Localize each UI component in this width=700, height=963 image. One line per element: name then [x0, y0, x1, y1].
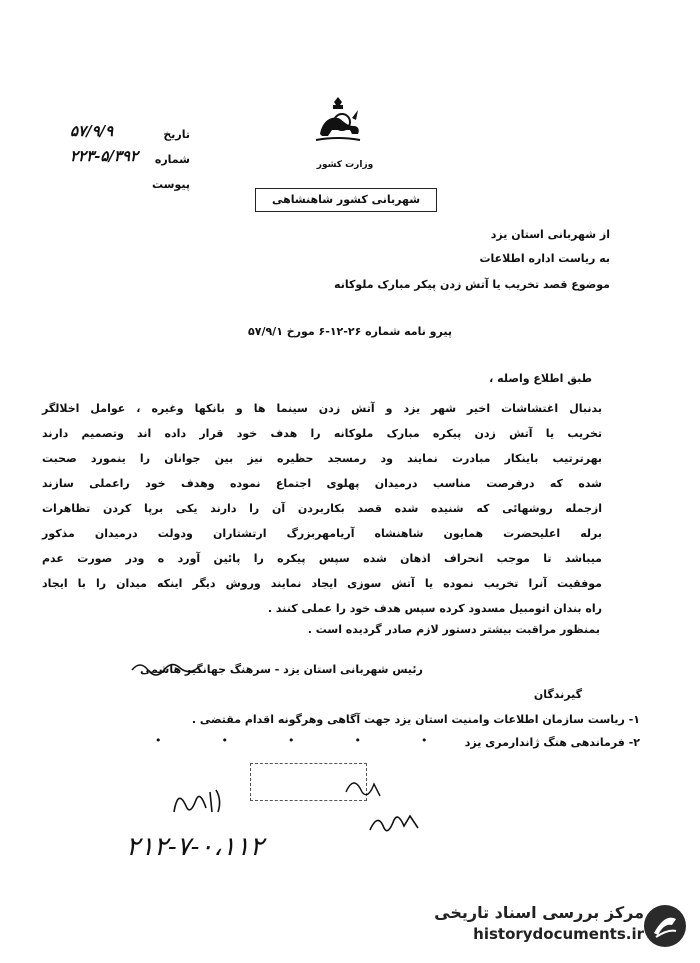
number-line: [70, 147, 190, 166]
watermark-url: historydocuments.ir: [473, 925, 644, 943]
ministry-name: وزارت کشور: [316, 160, 374, 170]
date-value: ۵۷/۹/۹: [70, 122, 114, 140]
body-line: بهرترتیب باینکار مبادرت نمایند ود رمسجد حظیره نیز بین جوانان را ینمورد صحبت: [42, 452, 602, 465]
body-line: تخریب یا آتش زدن پیکره مبارک ملوکانه را هدف خود قرار داده اند وتصمیم دارند: [42, 427, 602, 440]
body-line: بدنبال اغتشاشات اخیر شهر یزد و آتش زدن سینما ها و بانکها وغیره ، عوامل اخلالگر: [42, 402, 602, 415]
salutation: طبق اطلاع واصله ،: [489, 372, 592, 385]
watermark-title: مرکز بررسی اسناد تاریخی: [434, 903, 644, 922]
signer-line: رئیس شهربانی استان یزد - سرهنگ جهانگیر هاشمی: [140, 663, 423, 676]
number-value: ۲۲۳-۵/۳۹۲: [70, 147, 139, 165]
from-line: از شهربانی استان یزد: [490, 228, 610, 241]
number-label: شماره: [154, 153, 190, 166]
body-line: راه بندان اتومبیل مسدود کرده سپس هدف خود را عملی کنند .: [267, 602, 602, 615]
reference-line: پیرو نامه شماره ۲۶-۱۲-۶ مورخ ۵۷/۹/۱: [248, 325, 452, 338]
handwritten-signature-icon: [366, 806, 426, 840]
date-label: تاریخ: [163, 128, 190, 141]
attachment-label: پیوست: [152, 178, 190, 191]
recipient-item: ۲- فرماندهی هنگ ژاندارمری یزد: [464, 736, 640, 749]
body-line: شده که درفرصت مناسب درمیدان پهلوی اجتماع نموده وهدف خود راعملی سازند: [42, 477, 602, 490]
recipient-item: ۱- ریاست سازمان اطلاعات وامنیت استان یزد جهت آگاهی وهرگونه اقدام مقتضی .: [191, 713, 640, 726]
handwritten-initials-icon: [170, 782, 230, 822]
separator-dots: •••••: [155, 734, 488, 747]
lion-and-sun-emblem-icon: [312, 96, 364, 142]
office-title: شهربانی کشور شاهنشاهی: [255, 188, 437, 212]
subject-line: موضوع قصد تخریب یا آتش زدن پیکر مبارک ملوکانه: [334, 278, 610, 291]
handwritten-document-number: ۲۱۲-۷-۰،۱۱۲: [126, 832, 264, 862]
body-line: ازجمله روشهائی که شنیده شده قصد بکاربردن آن را دارند یکی برپا کردن تظاهرات: [42, 502, 602, 515]
recipients-title: گیرندگان: [533, 688, 582, 701]
attachment-line: [70, 178, 190, 191]
closing-line: بمنظور مراقبت بیشتر دستور لازم صادر گردیده است .: [307, 623, 600, 636]
date-line: [70, 122, 190, 141]
to-line: به ریاست اداره اطلاعات: [479, 252, 610, 265]
body-line: برله اعلیحضرت همایون شاهنشاه آریامهربزرگ ارتشتاران ودولت درمیدان مذکور: [42, 527, 602, 540]
archive-logo-icon: [642, 903, 688, 949]
body-line: موفقیت آنرا تخریب نموده یا آتش سوزی ایجاد نمایند وروش دیگر اینکه میدان را با ایجاد: [42, 577, 602, 590]
handwritten-mark-icon: [340, 772, 390, 802]
body-line: میباشد تا موجب انحراف اذهان شده سپس پیکره را پائین آورد ه ودر صورت عدم: [42, 552, 602, 565]
